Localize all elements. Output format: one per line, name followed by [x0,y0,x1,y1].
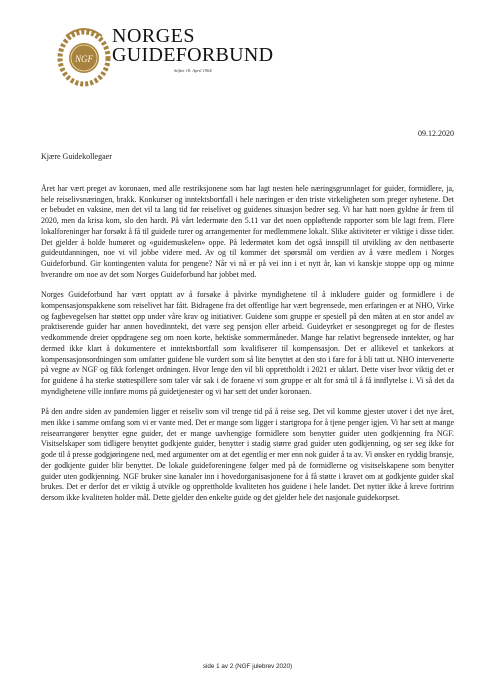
ngf-emblem-icon [56,20,112,96]
org-name-line1: NORGES [112,25,196,47]
letter-body [41,184,454,514]
org-founded-tagline: Stiftet 18. April 1964 [174,68,212,73]
body-paragraph: Norges Guideforbund har vært opptatt av å forsøke å påvirke myndighetene til å inkludere guider og formidlere i de kompensasjonspakkene som reiselivet har fått. Bidragene fra det offentlige har vært begrensede, men erfaringen er at NHO, Virke og fagbevegelsen har støttet opp under våre krav og initiativer. Guidene som gruppe er spesiell på den måten at en stor andel av praktiserende guider har annen hovedinntekt, det være seg pensjon eller arbeid. Guideyrket er sesongpreget og for de flestes vedkommende dreier oppdragene seg om noen korte, hektiske sommermåneder. Mange har relativt begrensede inntekter, og har dermed ikke klart å dokumentere et inntektsbortfall som kvalifiserer til kompensasjon. Det er allikevel et tankekors at kompensasjonsordningen som omfatter guidene ble vurdert som så lite benyttet at den sto i fare for å bli tatt ut. NHO intervenerte på vegne av NGF og fikk forlenget ordningen. Hvor lenge den vil bli opprettholdt i 2021 er uklart. Dette viser hvor viktig det er for guidene å ha sterke støttespillere som taler vår sak i de foraene vi som gruppe er alt for små til å få innflytelse i. Vi så det da myndighetene ville innføre moms på guidetjenester og vi har sett det under koronaen. [41,290,454,396]
letter-greeting: Kjære Guidekollegaer [41,152,112,161]
page-footer: side 1 av 2 (NGF julebrev 2020) [202,663,293,670]
ngf-logo [56,20,274,100]
body-paragraph: På den andre siden av pandemien ligger et reiseliv som vil trenge tid på å reise seg. Det vil komme gjester utover i det nye året, men ikke i samme omfang som vi er vante med. Det er mange som ligger i startgropa for å tjene penger igjen. Vi har sett at mange reisearrangører benytter egne guider, det er mange uavhengige formidlere som benytter guider uten godkjenning fra NGF. Visitselskaper som tidligere benyttet godkjente guider, benytter i stadig større grad guider uten godkjenning, og ser seg ikke for gode til å presse godgjøringene ned, med argumenter om at det egentlig er mer enn nok guider å ta av. Vi ønsker en ryddig bransje, der godkjente guider blir benyttet. De lokale guideforeningene følger med på de formidlerne og visitselskapene som benytter guider uten godkjenning. NGF bruker sine kanaler inn i hovedorganisasjonene for å få støtte i kravet om at godkjente guider skal brukes. Det er derfor det er viktig å utvikle og opprettholde kvaliteten hos guidene i hele landet. Det nytter ikke å kreve fortrinn dersom ikke kvaliteten holder mål. Dette gjelder den enkelte guide og det gjelder hele det nasjonale guidekorpset. [41,407,454,502]
body-paragraph: Året har vært preget av koronaen, med alle restriksjonene som har lagt nesten hele næringsgrunnlaget for guider, formidlere, ja, hele reiselivsnæringen, brakk. Konkurser og inntektsbortfall i hele næringen er den triste virkeligheten som preger nyhetene. Det er bebudet en vaksine, men det vil ta lang tid før reiselivet og guidenes situasjon bedrer seg. Vi har hatt noen gyldne år frem til 2020, men da krisa kom, slo den hardt. På vårt ledermøte den 5.11 var det noen oppløftende rapporter som ble lagt frem. Flere lokalforeninger har forsøkt å få til guidede turer og arrangementer for medlemmene lokalt. Slike aktiviteter er viktige i disse tider. Det gjelder å holde humøret og «guidemuskelen» oppe. På ledermøtet kom det også innspill til utvikling av den nettbaserte guideutdanningen, noe vi vil jobbe videre med. Av og til kommer det spørsmål om verdien av å være medlem i Norges Guideforbund. Gir kontingenten valuta for pengene? Når vi nå er på vei inn i et nytt år, kan vi kanskje stoppe opp og minne hverandre om noe av det som Norges Guideforbund har jobbet med. [41,184,454,279]
emblem-text: NGF [75,54,93,64]
letter-date: 09.12.2020 [418,129,454,138]
org-name-line2: GUIDEFORBUND [112,44,274,66]
